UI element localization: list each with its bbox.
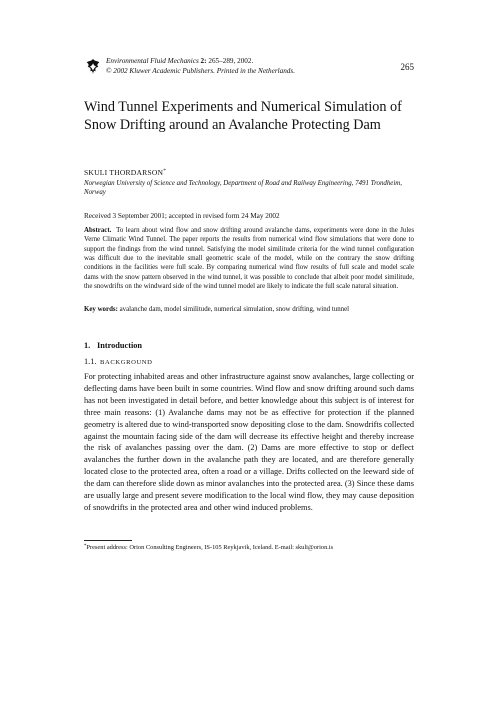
- received-dates: Received 3 September 2001; accepted in revised form 24 May 2002: [84, 212, 280, 220]
- abstract-label: Abstract.: [84, 227, 112, 234]
- paper-title: Wind Tunnel Experiments and Numerical Simulation of Snow Drifting around an Avalanche Protecting Dam: [84, 99, 402, 133]
- keywords: [84, 306, 414, 313]
- page-number: 265: [400, 62, 414, 72]
- keywords-text: avalanche dam, model similitude, numerical simulation, snow drifting, wind tunnel: [119, 306, 350, 313]
- section-number: 1.: [84, 341, 91, 350]
- abstract: [84, 226, 414, 291]
- author-name: [84, 168, 166, 177]
- journal-name: Environmental Fluid Mechanics: [106, 57, 199, 65]
- footnote-divider: [84, 540, 132, 541]
- subsection-title: BACKGROUND: [100, 359, 153, 366]
- subsection-number: 1.1.: [84, 357, 97, 366]
- author-text: SKULI THORDARSON: [84, 168, 164, 177]
- copyright-line: © 2002 Kluwer Academic Publishers. Printed in the Netherlands.: [106, 67, 295, 75]
- subsection-heading: [84, 357, 153, 366]
- introduction-paragraph: For protecting inhabited areas and other infrastructure against snow avalanches, large collecting or deflecting dams have been built in some countries. Wind flow and snow drifting around such dams has not been investigated in detail before, and better knowledge about this subject is of interest for three main reasons: (1) Avalanche dams may not be as effective for protection if the planned geometry is altered due to wind-transported snow depositing close to the dam. Snowdrifts collected against the mountain facing side of the dam will decrease its effective height and thereby increase the risk of avalanches passing over the dam. (2) Dams are more effective to stop or deflect avalanches the further down in the avalanche path they are located, and are therefore generally located close to the protected area, often a road or a village. Drifts collected on the leeward side of the dam can therefore slide down as minor avalanches into the protected area. (3) Since these dams are usually large and present severe modification to the local wind flow, they may cause deposition of snowdrifts in the protected area and other wind induced problems.: [84, 372, 414, 512]
- journal-citation: [106, 57, 253, 66]
- section-heading: [84, 341, 142, 350]
- kluwer-logo-icon: [84, 58, 102, 76]
- journal-volume: 2:: [200, 57, 207, 65]
- author-footnote-mark[interactable]: *: [163, 168, 167, 174]
- footnote-mark: *: [84, 544, 87, 549]
- footnote-text: Present address: Orion Consulting Engineers, IS-105 Reykjavik, Iceland. E-mail: skuli@orion.is: [86, 544, 334, 551]
- journal-header: [84, 55, 414, 83]
- footnote: [84, 543, 414, 552]
- abstract-text: To learn about wind flow and snow drifting around avalanche dams, experiments were done in the Jules Verne Climatic Wind Tunnel. The paper reports the results from numerical wind flow simulations that were done to support the findings from the wind tunnel. Satisfying the model similitude criteria for the wind tunnel configuration was difficult due to the inevitable small geometric scale of the model, while on the contrary the snow drifting conditions in the facilities were full scale. By comparing numerical wind flow results of full scale and model scale dams with the snow pattern observed in the wind tunnel, it was possible to conclude that albeit poor model similitude, the snowdrifts on the windward side of the wind tunnel model are likely to indicate the full scale natural situation.: [84, 227, 414, 291]
- author-affiliation: Norwegian University of Science and Technology, Department of Road and Railway Engineering, 7491 Trondheim, Norway: [84, 180, 402, 196]
- keywords-label: Key words:: [84, 306, 118, 313]
- section-title: Introduction: [97, 341, 143, 350]
- journal-pages: 265–289, 2002.: [208, 57, 254, 65]
